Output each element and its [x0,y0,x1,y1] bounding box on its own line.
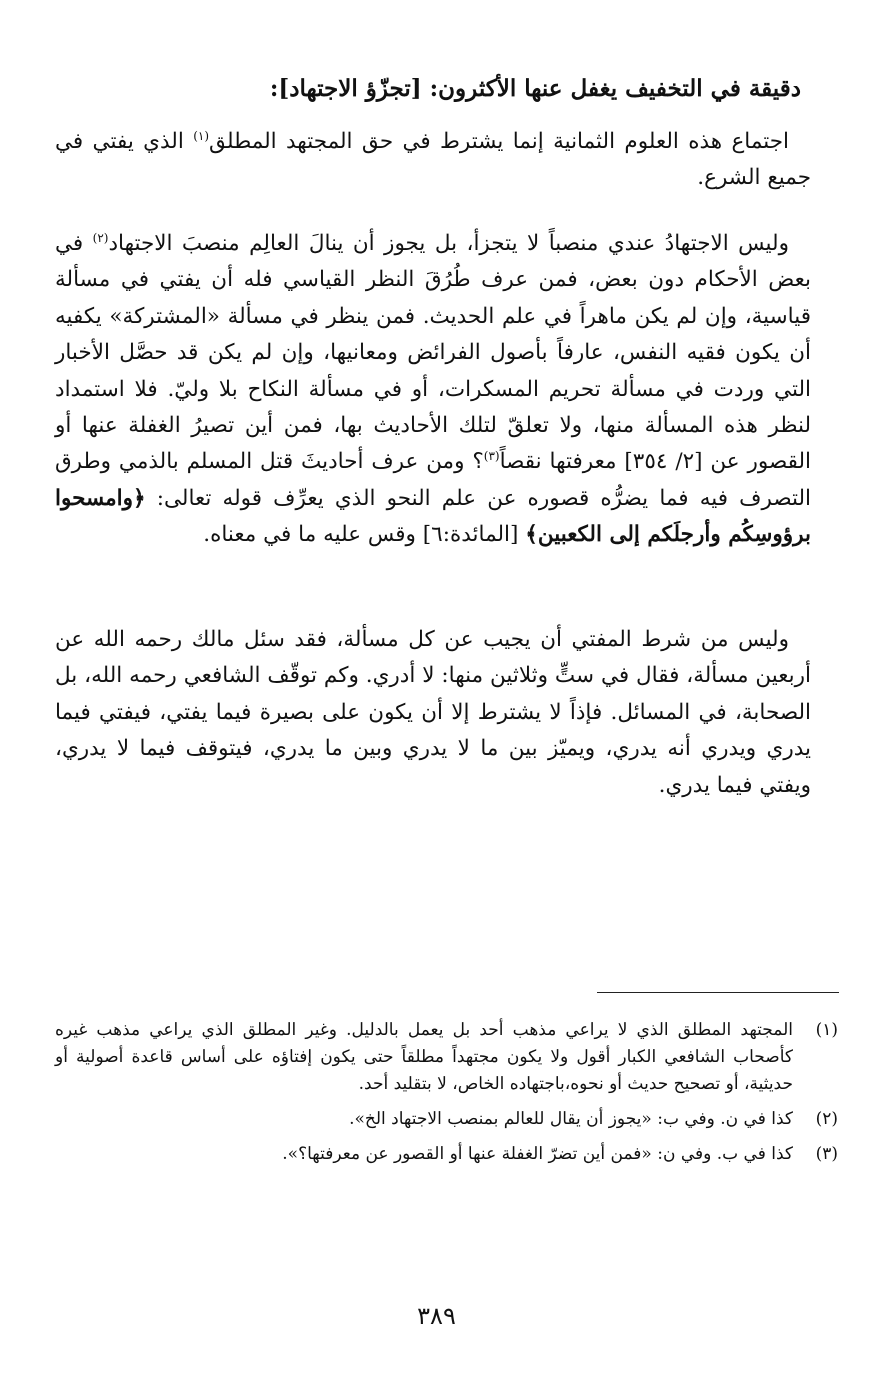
p3-text: وليس من شرط المفتي أن يجيب عن كل مسألة، فقد سئل مالك رحمه الله عن أربعين مسألة، فقال في ستٍّ وثلاثين منها: لا أدري. وكم توقّف الشافعي رحمه الله، بل الصحابة، في المسائل. فإذاً لا يشترط إلا أن يكون على بصيرة فيما يفتي، فيفتي فيما يدري ويدري أنه يدري، ويميّز بين ما لا يدري وبين ما يدري، فيتوقف فيما لا يدري، ويفتي فيما يدري. [55,627,811,798]
footnotes [55,1017,838,1176]
footnote-marker-2[interactable]: (٢) [92,230,109,245]
footnote-2 [55,1106,838,1133]
section-heading: دقيقة في التخفيف يغفل عنها الأكثرون: [تجزّؤ الاجتهاد]: [269,75,801,102]
footnote-text: المجتهد المطلق الذي لا يراعي مذهب أحد بل يعمل بالدليل. وغير المطلق الذي يراعي مذهب غيره كأصحاب الشافعي الكبار أقول ولا يكون مجتهداً مطلقاً حتى يكون إفتاؤه على أساس قاعدة أصولية أو حديثية، أو تصحيح حديث أو نحوه،باجتهاده الخاص، لا بتقليد أحد. [55,1020,793,1094]
paragraph-1 [55,124,811,197]
footnote-3 [55,1141,838,1168]
footnote-number: (١) [815,1020,838,1040]
footnote-marker-1[interactable]: (١) [193,128,210,143]
p2-text-d: [المائدة:٦] وقس عليه ما في معناه. [203,522,526,548]
p2-text-a: وليس الاجتهادُ عندي منصباً لا يتجزأ، بل يجوز أن ينالَ العالِم منصبَ الاجتهاد [108,231,789,256]
p2-text-c: ؟ ومن عرف أحاديثَ قتل المسلم بالذمي وطرق التصرف فيه فما يضرُّه قصوره عن علم النحو الذي يعرِّف قوله تعالى: [55,449,811,511]
footnote-separator [597,992,839,993]
footnote-1 [55,1017,838,1098]
paragraph-2 [55,226,811,554]
footnote-number: (٢) [815,1109,838,1129]
quran-verse: ﴿وامسحوا برؤوسِكُم وأرجلَكم إلى الكعبين﴾ [55,485,811,548]
footnote-text: كذا في ن. وفي ب: «يجوز أن يقال للعالم بمنصب الاجتهاد الخ». [349,1109,793,1129]
p2-text-b: في بعض الأحكام دون بعض، فمن عرف طُرُقَ النظر القياسي فله أن يفتي في مسألة قياسية، وإن لم يكن ماهراً في علم الحديث. فمن ينظر في مسألة «المشتركة» يكفيه أن يكون فقيه النفس، عارفاً بأصول الفرائض ومعانيها، وإن لم يكن قد حصَّل الأخبار التي وردت في مسألة تحريم المسكرات، أو في مسألة النكاح بلا وليّ. فلا استمداد لنظر هذه المسألة منها، ولا تعلقّ لتلك الأحاديث بها، فمن أين تصيرُ الغفلة عنها أو القصور عن [٢/ ٣٥٤] معرفتها نقصاً [55,231,812,475]
paragraph-3 [55,622,811,804]
footnote-number: (٣) [815,1144,838,1164]
p1-text-b: الذي يفتي في جميع الشرع. [55,129,811,191]
p1-text-a: اجتماع هذه العلوم الثمانية إنما يشترط في حق المجتهد المطلق [209,129,790,154]
footnote-text: كذا في ب. وفي ن: «فمن أين تضرّ الغفلة عنها أو القصور عن معرفتها؟». [282,1144,793,1164]
footnote-marker-3[interactable]: (٣) [483,449,500,464]
page-number: ٣٨٩ [417,1302,456,1330]
